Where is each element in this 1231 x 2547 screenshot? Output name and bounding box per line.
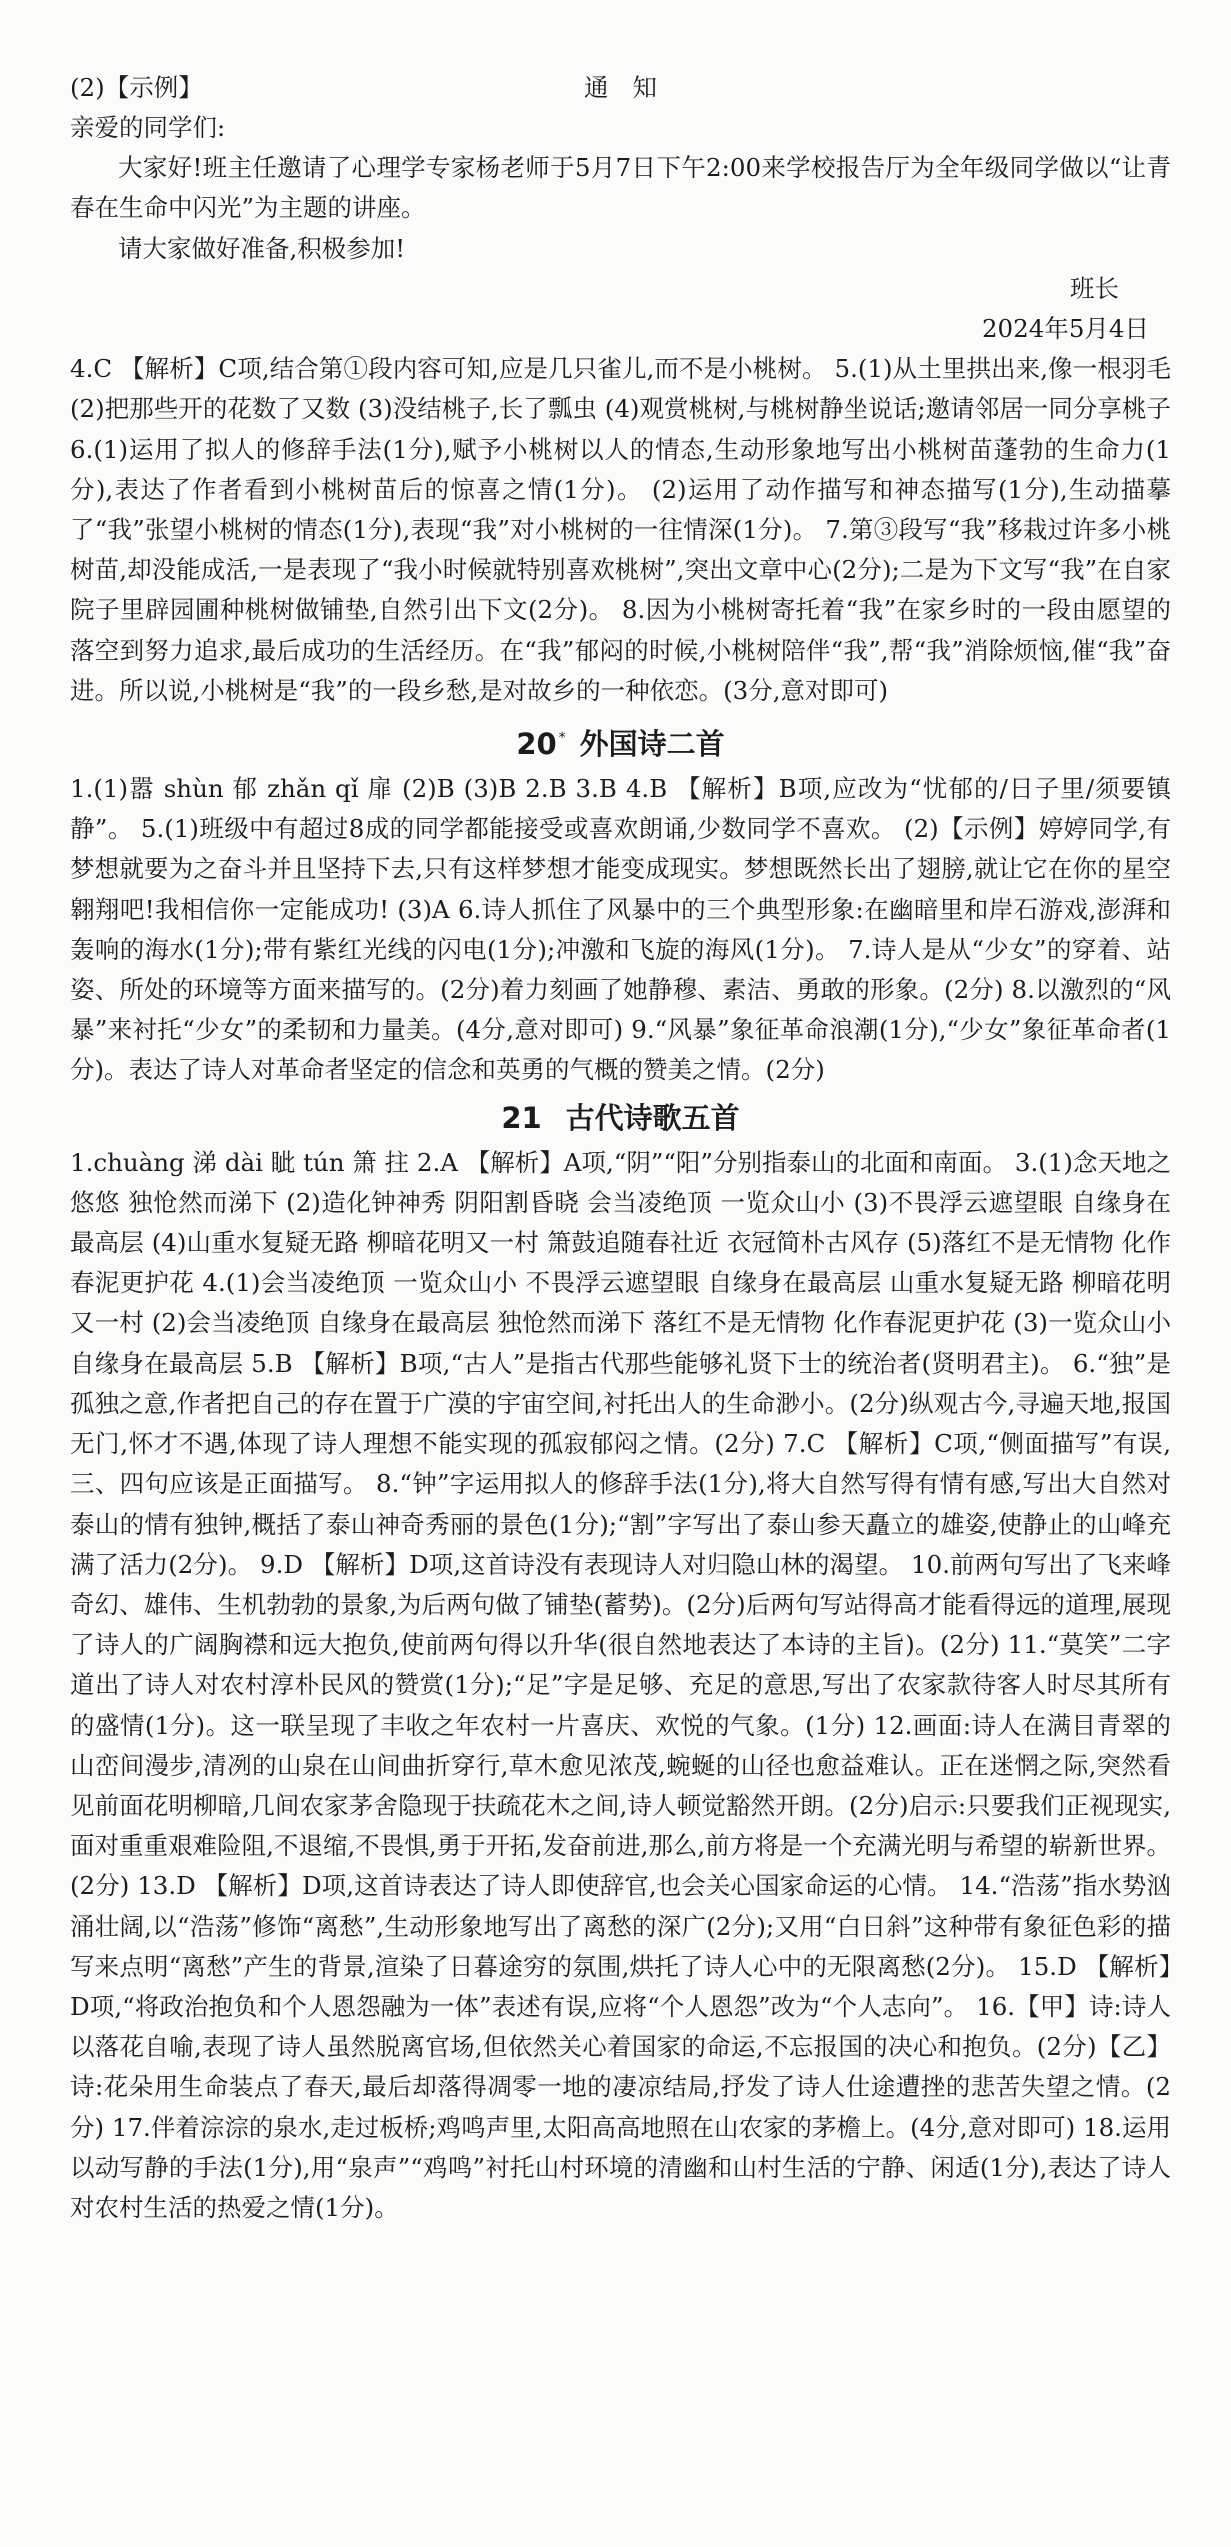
section-title-20 <box>70 713 1171 769</box>
notice-closing: 请大家做好准备,积极参加! <box>118 233 406 263</box>
notice-title: 通知 <box>584 73 681 102</box>
section-number: 20 <box>516 727 557 762</box>
example-label: (2)【示例】 <box>70 73 203 102</box>
section-name: 古代诗歌五首 <box>565 1100 740 1135</box>
notice-body: 大家好!班主任邀请了心理学专家杨老师于5月7日下午2:00来学校报告厅为全年级同学做以“让青春在生命中闪光”为主题的讲座。 <box>70 153 1171 223</box>
answers-block-21: 1.chuàng 涕 dài 眦 tún 箫 拄 2.A 【解析】A项,“阴”“阳”分别指泰山的北面和南面。 3.(1)念天地之悠悠 独怆然而涕下 (2)造化钟神秀 阴阳割昏晓 会当凌绝顶 一览众山小 (3)不畏浮云遮望眼 自缘身在最高层 (4)山重水复疑无路 柳暗花明又一村 箫鼓追随春社近 衣冠简朴古风存 (5)落红不是无情物 化作春泥更护花 4.(1)会当凌绝顶 一览众山小 不畏浮云遮望眼 自缘身在最高层 山重水复疑无路 柳暗花明又一村 (2)会当凌绝顶 自缘身在最高层 独怆然而涕下 落红不是无情物 化作春泥更护花 (3)一览众山小 自缘身在最高层 5.B 【解析】B项,“古人”是指古代那些能够礼贤下士的统治者(贤明君主)。 6.“独”是孤独之意,作者把自己的存在置于广漠的宇宙空间,衬托出人的生命渺小。(2分)纵观古今,寻遍天地,报国无门,怀才不遇,体现了诗人理想不能实现的孤寂郁闷之情。(2分) 7.C 【解析】C项,“侧面描写”有误,三、四句应该是正面描写。 8.“钟”字运用拟人的修辞手法(1分),将大自然写得有情有感,写出大自然对泰山的情有独钟,概括了泰山神奇秀丽的景色(1分);“割”字写出了泰山参天矗立的雄姿,使静止的山峰充满了活力(2分)。 9.D 【解析】D项,这首诗没有表现诗人对归隐山林的渴望。 10.前两句写出了飞来峰奇幻、雄伟、生机勃勃的景象,为后两句做了铺垫(蓄势)。(2分)后两句写站得高才能看得远的道理,展现了诗人的广阔胸襟和远大抱负,使前两句得以升华(很自然地表达了本诗的主旨)。(2分) 11.“莫笑”二字道出了诗人对农村淳朴民风的赞赏(1分);“足”字是足够、充足的意思,写出了农家款待客人时尽其所有的盛情(1分)。这一联呈现了丰收之年农村一片喜庆、欢悦的气象。(1分) 12.画面:诗人在满目青翠的山峦间漫步,清冽的山泉在山间曲折穿行,草木愈见浓茂,蜿蜒的山径也愈益难认。正在迷惘之际,突然看见前面花明柳暗,几间农家茅舍隐现于扶疏花木之间,诗人顿觉豁然开朗。(2分)启示:只要我们正视现实,面对重重艰难险阻,不退缩,不畏惧,勇于开拓,发奋前进,那么,前方将是一个充满光明与希望的崭新世界。(2分) 13.D 【解析】D项,这首诗表达了诗人即使辞官,也会关心国家命运的心情。 14.“浩荡”指水势汹涌壮阔,以“浩荡”修饰“离愁”,生动形象地写出了离愁的深广(2分);又用“白日斜”这种带有象征色彩的描写来点明“离愁”产生的背景,渲染了日暮途穷的氛围,烘托了诗人心中的无限离愁(2分)。 15.D 【解析】D项,“将政治抱负和个人恩怨融为一体”表述有误,应将“个人恩怨”改为“个人志向”。 16.【甲】诗:诗人以落花自喻,表现了诗人虽然脱离官场,但依然关心着国家的命运,不忘报国的决心和抱负。(2分)【乙】诗:花朵用生命装点了春天,最后却落得凋零一地的凄凉结局,抒发了诗人仕途遭挫的悲苦失望之情。(2分) 17.伴着淙淙的泉水,走过板桥;鸡鸣声里,太阳高高地照在山农家的茅檐上。(4分,意对即可) 18.运用以动写静的手法(1分),用“泉声”“鸡鸣”衬托山村环境的清幽和山村生活的宁静、闲适(1分),表达了诗人对农村生活的热爱之情(1分)。 <box>70 1147 1171 2222</box>
notice-signer: 班长 <box>1070 273 1119 303</box>
answers-block-19: 4.C 【解析】C项,结合第①段内容可知,应是几只雀儿,而不是小桃树。 5.(1)从土里拱出来,像一根羽毛 (2)把那些开的花数了又数 (3)没结桃子,长了瓢虫 (4)观赏桃树,与桃树静坐说话;邀请邻居一同分享桃子 6.(1)运用了拟人的修辞手法(1分),赋予小桃树以人的情态,生动形象地写出小桃树苗蓬勃的生命力(1分),表达了作者看到小桃树苗后的惊喜之情(1分)。 (2)运用了动作描写和神态描写(1分),生动描摹了“我”张望小桃树的情态(1分),表现“我”对小桃树的一往情深(1分)。 7.第③段写“我”移栽过许多小桃树苗,却没能成活,一是表现了“我小时候就特别喜欢桃树”,突出文章中心(2分);二是为下文写“我”在自家院子里辟园圃种桃树做铺垫,自然引出下文(2分)。 8.因为小桃树寄托着“我”在家乡时的一段由愿望的落空到努力追求,最后成功的生活经历。在“我”郁闷的时候,小桃树陪伴“我”,帮“我”消除烦恼,催“我”奋进。所以说,小桃树是“我”的一段乡愁,是对故乡的一种依恋。(3分,意对即可) <box>70 354 1171 705</box>
section-mark: * <box>558 730 566 747</box>
answers-block-20: 1.(1)嚣 shùn 郁 zhǎn qǐ 扉 (2)B (3)B 2.B 3.B 4.B 【解析】B项,应改为“忧郁的/日子里/须要镇静”。 5.(1)班级中有超过8成的同学都能接受或喜欢朗诵,少数同学不喜欢。 (2)【示例】婷婷同学,有梦想就要为之奋斗并且坚持下去,只有这样梦想才能变成现实。梦想既然长出了翅膀,就让它在你的星空翱翔吧!我相信你一定能成功! (3)A 6.诗人抓住了风暴中的三个典型形象:在幽暗里和岸石游戏,澎湃和轰响的海水(1分);带有紫红光线的闪电(1分);冲激和飞旋的海风(1分)。 7.诗人是从“少女”的穿着、站姿、所处的环境等方面来描写的。(2分)着力刻画了她静穆、素洁、勇敢的形象。(2分) 8.以激烈的“风暴”来衬托“少女”的柔韧和力量美。(4分,意对即可) 9.“风暴”象征革命浪潮(1分),“少女”象征革命者(1分)。表达了诗人对革命者坚定的信念和英勇的气概的赞美之情。(2分) <box>70 774 1171 1085</box>
section-title-21 <box>70 1093 1171 1143</box>
notice-salutation: 亲爱的同学们: <box>70 113 226 142</box>
notice-header <box>70 68 1171 108</box>
notice-date: 2024年5月4日 <box>981 314 1149 344</box>
section-number: 21 <box>501 1100 542 1135</box>
section-name: 外国诗二首 <box>579 727 725 762</box>
